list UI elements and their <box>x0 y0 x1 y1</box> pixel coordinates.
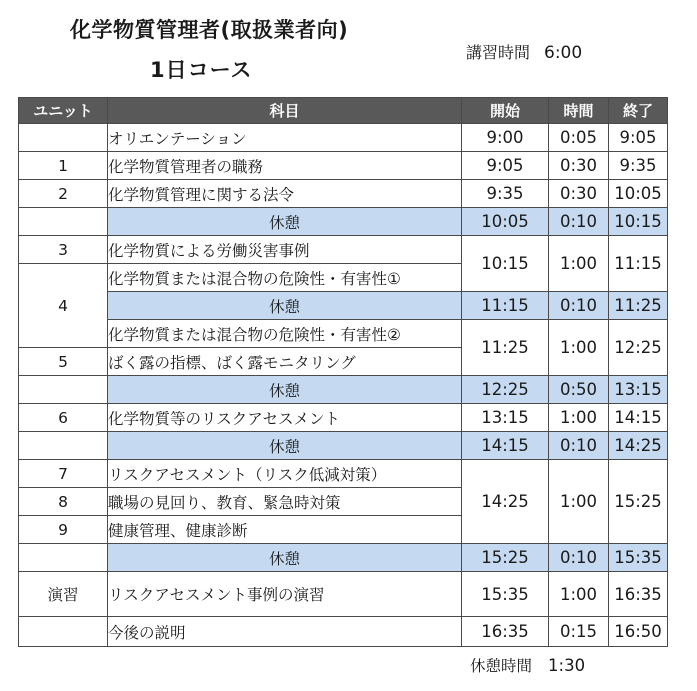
lecture-hours-value: 6:00 <box>544 43 583 63</box>
table-row <box>19 404 668 432</box>
subject-cell: 化学物質または混合物の危険性・有害性② <box>108 320 462 348</box>
table-row <box>19 572 668 617</box>
course-title: 化学物質管理者(取扱業者向) <box>70 18 349 42</box>
end-cell: 13:15 <box>609 376 668 404</box>
duration-cell: 1:00 <box>549 404 609 432</box>
duration-cell: 0:10 <box>549 432 609 460</box>
subject-cell: 化学物質による労働災害事例 <box>108 236 462 264</box>
unit-cell <box>19 376 108 404</box>
duration-cell: 0:30 <box>549 180 609 208</box>
unit-cell: 2 <box>19 180 108 208</box>
start-cell: 16:35 <box>462 617 549 647</box>
duration-cell: 1:00 <box>549 236 609 292</box>
subject-cell: 化学物質等のリスクアセスメント <box>108 404 462 432</box>
header-row <box>19 98 668 124</box>
end-cell: 11:25 <box>609 292 668 320</box>
start-cell: 12:25 <box>462 376 549 404</box>
duration-cell: 1:00 <box>549 460 609 544</box>
start-cell: 10:05 <box>462 208 549 236</box>
schedule-table <box>18 97 668 647</box>
course-subtitle: 1日コース <box>150 58 253 82</box>
subject-cell: ばく露の指標、ばく露モニタリング <box>108 348 462 376</box>
unit-cell <box>19 208 108 236</box>
end-cell: 16:50 <box>609 617 668 647</box>
unit-cell: 1 <box>19 152 108 180</box>
end-cell: 10:05 <box>609 180 668 208</box>
subject-cell: リスクアセスメント事例の演習 <box>108 572 462 617</box>
table-row <box>19 460 668 488</box>
end-cell: 14:15 <box>609 404 668 432</box>
table-row <box>19 236 668 264</box>
break-label: 休憩 <box>108 292 462 320</box>
col-header-duration: 時間 <box>549 98 609 124</box>
duration-cell: 0:30 <box>549 152 609 180</box>
end-cell: 9:05 <box>609 124 668 152</box>
start-cell: 14:15 <box>462 432 549 460</box>
table-row <box>19 320 668 348</box>
end-cell: 16:35 <box>609 572 668 617</box>
duration-cell: 0:10 <box>549 292 609 320</box>
col-header-unit: ユニット <box>19 98 108 124</box>
break-row <box>19 544 668 572</box>
duration-cell: 0:05 <box>549 124 609 152</box>
start-cell: 15:25 <box>462 544 549 572</box>
unit-cell: 6 <box>19 404 108 432</box>
break-label: 休憩 <box>108 432 462 460</box>
start-cell: 11:15 <box>462 292 549 320</box>
break-total-value: 1:30 <box>548 656 586 675</box>
duration-cell: 0:10 <box>549 544 609 572</box>
start-cell: 13:15 <box>462 404 549 432</box>
break-total <box>470 654 585 676</box>
break-row <box>19 292 668 320</box>
unit-cell <box>19 432 108 460</box>
subject-cell: 健康管理、健康診断 <box>108 516 462 544</box>
duration-cell: 0:10 <box>549 208 609 236</box>
start-cell: 9:05 <box>462 152 549 180</box>
subject-cell: リスクアセスメント（リスク低減対策） <box>108 460 462 488</box>
break-label: 休憩 <box>108 208 462 236</box>
unit-cell: 9 <box>19 516 108 544</box>
subject-cell: 化学物質管理者の職務 <box>108 152 462 180</box>
unit-cell: 7 <box>19 460 108 488</box>
table-row <box>19 124 668 152</box>
unit-cell: 4 <box>19 264 108 348</box>
subject-cell: オリエンテーション <box>108 124 462 152</box>
start-cell: 9:35 <box>462 180 549 208</box>
start-cell: 14:25 <box>462 460 549 544</box>
unit-cell <box>19 617 108 647</box>
unit-cell: 演習 <box>19 572 108 617</box>
duration-cell: 0:15 <box>549 617 609 647</box>
unit-cell <box>19 544 108 572</box>
break-total-label: 休憩時間 <box>470 657 533 675</box>
unit-cell: 5 <box>19 348 108 376</box>
subject-cell: 化学物質または混合物の危険性・有害性① <box>108 264 462 292</box>
end-cell: 14:25 <box>609 432 668 460</box>
lecture-hours-label: 講習時間 <box>466 43 531 62</box>
break-row <box>19 432 668 460</box>
duration-cell: 1:00 <box>549 320 609 376</box>
end-cell: 12:25 <box>609 320 668 376</box>
unit-cell <box>19 124 108 152</box>
end-cell: 15:25 <box>609 460 668 544</box>
col-header-start: 開始 <box>462 98 549 124</box>
unit-cell: 8 <box>19 488 108 516</box>
break-label: 休憩 <box>108 544 462 572</box>
col-header-end: 終了 <box>609 98 668 124</box>
start-cell: 15:35 <box>462 572 549 617</box>
table-row <box>19 180 668 208</box>
end-cell: 9:35 <box>609 152 668 180</box>
end-cell: 15:35 <box>609 544 668 572</box>
duration-cell: 1:00 <box>549 572 609 617</box>
table-row <box>19 617 668 647</box>
duration-cell: 0:50 <box>549 376 609 404</box>
unit-cell: 3 <box>19 236 108 264</box>
break-label: 休憩 <box>108 376 462 404</box>
break-row <box>19 208 668 236</box>
end-cell: 11:15 <box>609 236 668 292</box>
subject-cell: 職場の見回り、教育、緊急時対策 <box>108 488 462 516</box>
col-header-subject: 科目 <box>108 98 462 124</box>
start-cell: 11:25 <box>462 320 549 376</box>
end-cell: 10:15 <box>609 208 668 236</box>
start-cell: 9:00 <box>462 124 549 152</box>
subject-cell: 今後の説明 <box>108 617 462 647</box>
table-row <box>19 152 668 180</box>
start-cell: 10:15 <box>462 236 549 292</box>
break-row <box>19 376 668 404</box>
lecture-hours <box>466 40 582 63</box>
subject-cell: 化学物質管理に関する法令 <box>108 180 462 208</box>
